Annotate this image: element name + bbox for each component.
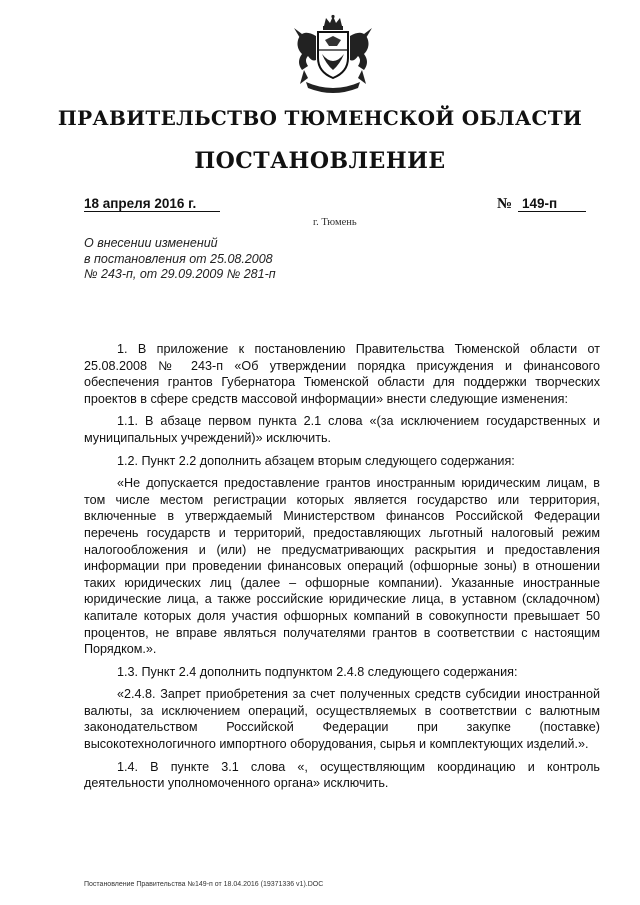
- document-type: ПОСТАНОВЛЕНИЕ: [194, 148, 446, 174]
- body-paragraph: «2.4.8. Запрет приобретения за счет полученных средств субсидии иностранной валюты, за исключением операций, осуществляемых в соответствии с валютным законодательством Российской Федерации при закупке (поставке) высокотехнологичного импортного оборудования, сырья и комплектующих изделий.».: [84, 687, 600, 752]
- city-name: г. Тюмень: [313, 217, 357, 228]
- document-subject: [84, 236, 384, 283]
- subject-line: в постановления от 25.08.2008: [84, 251, 273, 266]
- number-underline: [518, 211, 586, 212]
- number-label: №: [497, 196, 513, 212]
- organization-title: ПРАВИТЕЛЬСТВО ТЮМЕНСКОЙ ОБЛАСТИ: [57, 106, 583, 130]
- date-underline: [84, 211, 220, 212]
- body-paragraph: «Не допускается предоставление грантов иностранным юридическим лицам, в том числе местом регистрации которых является государство или территория, включенные в утверждаемый Министерством финансов Российской Федерации перечень государств и территорий, предоставляющих льготный налоговый режим налогообложения и (или) не предусматривающих раскрытия и предоставления информации при проведении финансовых операций (офшорные зоны) в отношении таких юридических лиц (далее – офшорные компании). Указанные иностранные юридические лица, а также российские юридические лица, в уставном (складочном) капитале которых доля участия офшорных компаний в совокупности превышает 50 процентов, не вправе являться получателями грантов в соответствии с настоящим Порядком.».: [84, 476, 600, 657]
- document-date: 18 апреля 2016 г.: [84, 196, 197, 211]
- document-body: [84, 341, 600, 798]
- document-footer: Постановление Правительства №149-п от 18.04.2016 (19371336 v1).DOC: [84, 881, 324, 888]
- body-paragraph: 1. В приложение к постановлению Правительства Тюменской области от 25.08.2008 № 243-п «Об утверждении порядка присуждения и финансового обеспечения грантов Губернатора Тюменской области для поддержки творческих проектов в сфере средств массовой информации» внести следующие изменения:: [84, 342, 600, 406]
- body-paragraph: 1.2. Пункт 2.2 дополнить абзацем вторым следующего содержания:: [117, 453, 515, 468]
- body-paragraph: 1.1. В абзаце первом пункта 2.1 слова «(за исключением государственных и муниципальных учреждений)» исключить.: [84, 414, 600, 445]
- subject-line: О внесении изменений: [84, 236, 218, 250]
- body-paragraph: 1.4. В пункте 3.1 слова «, осуществляющим координацию и контроль деятельности уполномоченного органа» исключить.: [84, 759, 600, 791]
- coat-of-arms-icon: [290, 14, 376, 96]
- document-number: 149-п: [522, 196, 558, 211]
- body-paragraph: 1.3. Пункт 2.4 дополнить подпунктом 2.4.8 следующего содержания:: [117, 664, 518, 679]
- subject-line: № 243-п, от 29.09.2009 № 281-п: [84, 267, 276, 281]
